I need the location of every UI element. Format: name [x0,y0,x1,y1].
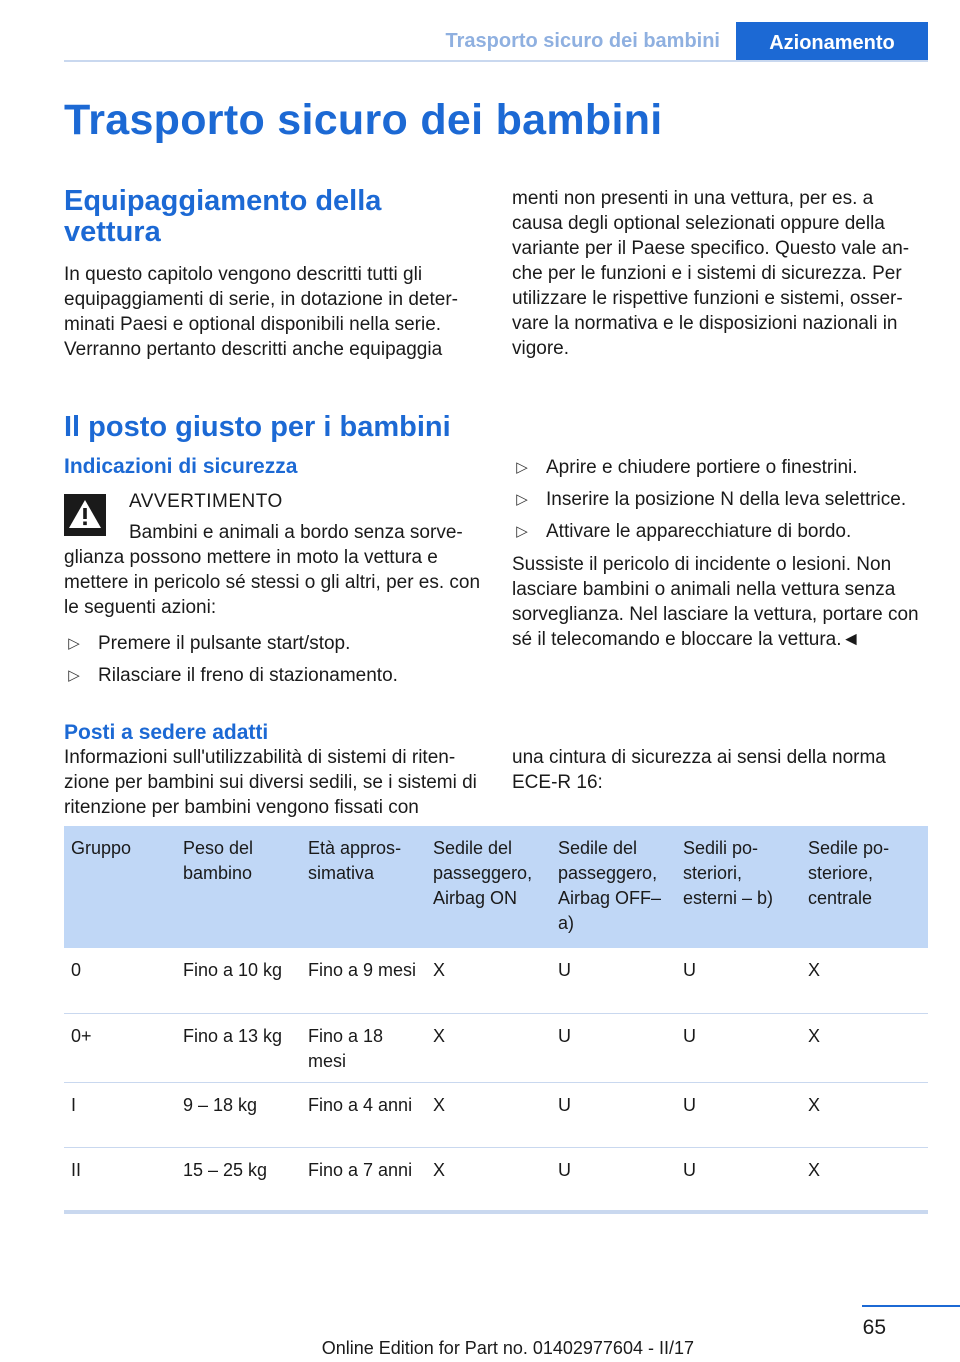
footer-rule [862,1305,960,1307]
table-row [64,948,928,1013]
table-cell: X [801,1147,928,1212]
table-cell: 0 [64,948,176,1013]
column-header: Sedili posteriori, esterni – b) [676,826,801,948]
table-cell: U [551,1147,676,1212]
list-item: ▷ Aprire e chiudere portiere o finestrini. [512,455,932,480]
column-header: Peso del bambino [176,826,301,948]
table-cell: U [551,1013,676,1082]
equipment-text-right: menti non presenti in una vettura, per es. a causa degli optional selezionati oppure della variante per il Paese specifico. Questo vale anche per le funzioni e i sistemi di sicurezza. Per utilizzare le rispettive funzioni e sistemi, osservare la normativa e le disposizioni nazionali in vigore. [512,188,910,359]
list-item: ▷ Rilasciare il freno di stazionamento. [64,663,494,688]
table-cell: X [801,1082,928,1147]
table-row [64,1013,928,1082]
table-cell: 9 – 18 kg [176,1082,301,1147]
triangle-bullet-icon: ▷ [68,635,80,652]
triangle-bullet-icon: ▷ [516,491,528,508]
page-number: 65 [862,1316,886,1339]
list-item: ▷ Premere il pulsante start/stop. [64,631,494,656]
warning-text: Bambini e animali a bordo senza sorveglianza possono mettere in moto la vettura e mettere in pericolo sé stessi o gli altri, per es. con le seguenti azioni: [64,522,481,618]
table-cell: Fino a 9 mesi [301,948,426,1013]
warning-title: AVVERTIMENTO [129,491,283,512]
table-row [64,1147,928,1212]
suitable-seats-heading: Posti a sedere adatti [64,721,269,744]
warning-actions-left [64,631,494,695]
table-cell: II [64,1147,176,1212]
table-cell: X [801,1013,928,1082]
list-item: ▷ Attivare le apparecchiature di bordo. [512,519,932,544]
table-cell: X [426,948,551,1013]
table-cell: U [676,1147,801,1212]
table-cell: 15 – 25 kg [176,1147,301,1212]
equipment-heading-line2: vettura [64,216,161,248]
list-item: ▷ Inserire la posizione N della leva selettrice. [512,487,932,512]
page-title: Trasporto sicuro dei bambini [64,96,663,144]
seats-text-left: Informazioni sull'utilizzabilità di sistemi di ritenzione per bambini sui diversi sedili, se i sistemi di ritenzione per bambini vengono fissati con [64,747,477,818]
table-cell: 0+ [64,1013,176,1082]
table-cell: X [426,1147,551,1212]
table-cell: Fino a 18 mesi [301,1013,426,1082]
table-cell: U [676,1082,801,1147]
table-cell: Fino a 4 anni [301,1082,426,1147]
seats-text-right: una cintura di sicurezza ai sensi della norma ECE-R 16: [512,747,886,793]
table-cell: X [426,1013,551,1082]
column-header: Sedile del passeggero, Airbag OFF– a) [551,826,676,948]
column-header: Gruppo [64,826,176,948]
column-header: Sedile posteriore, centrale [801,826,928,948]
table-cell: X [801,948,928,1013]
table-cell: U [551,948,676,1013]
warning-actions-right [512,455,932,551]
table-cell: I [64,1082,176,1147]
table-cell: U [551,1082,676,1147]
seat-suitability-table [64,826,928,1214]
safety-heading: Indicazioni di sicurezza [64,455,298,478]
header-chapter-tab[interactable]: Azionamento [736,22,928,62]
triangle-bullet-icon: ▷ [516,523,528,540]
equipment-text-left: In questo capitolo vengono descritti tutti gli equipaggiamenti di serie, in dotazione in determinati Paesi e optional disponibili nella serie. Verranno pertanto descritti anche equipaggia [64,264,458,360]
triangle-bullet-icon: ▷ [68,667,80,684]
column-header: Età approssimativa [301,826,426,948]
table-cell: Fino a 13 kg [176,1013,301,1082]
table-cell: U [676,1013,801,1082]
child-position-heading: Il posto giusto per i bambini [64,411,451,443]
header-rule [64,60,928,62]
equipment-heading-line1: Equipaggiamento della [64,185,382,217]
table-cell: U [676,948,801,1013]
edition-note: Online Edition for Part no. 01402977604 - II/17 [321,1338,694,1358]
header-section-title: Trasporto sicuro dei bambini [445,30,720,52]
table-cell: Fino a 10 kg [176,948,301,1013]
table-header-row [64,826,928,948]
table-cell: X [426,1082,551,1147]
triangle-bullet-icon: ▷ [516,459,528,476]
equipment-heading [64,186,381,248]
table-cell: Fino a 7 anni [301,1147,426,1212]
warning-closing-text: Sussiste il pericolo di incidente o lesioni. Non lasciare bambini o animali nella vettura senza sorveglianza. Nel lasciare la vettura, portare con sé il telecomando e bloccare la vettura.◄ [512,554,919,650]
column-header: Sedile del passeggero, Airbag ON [426,826,551,948]
table-row [64,1082,928,1147]
